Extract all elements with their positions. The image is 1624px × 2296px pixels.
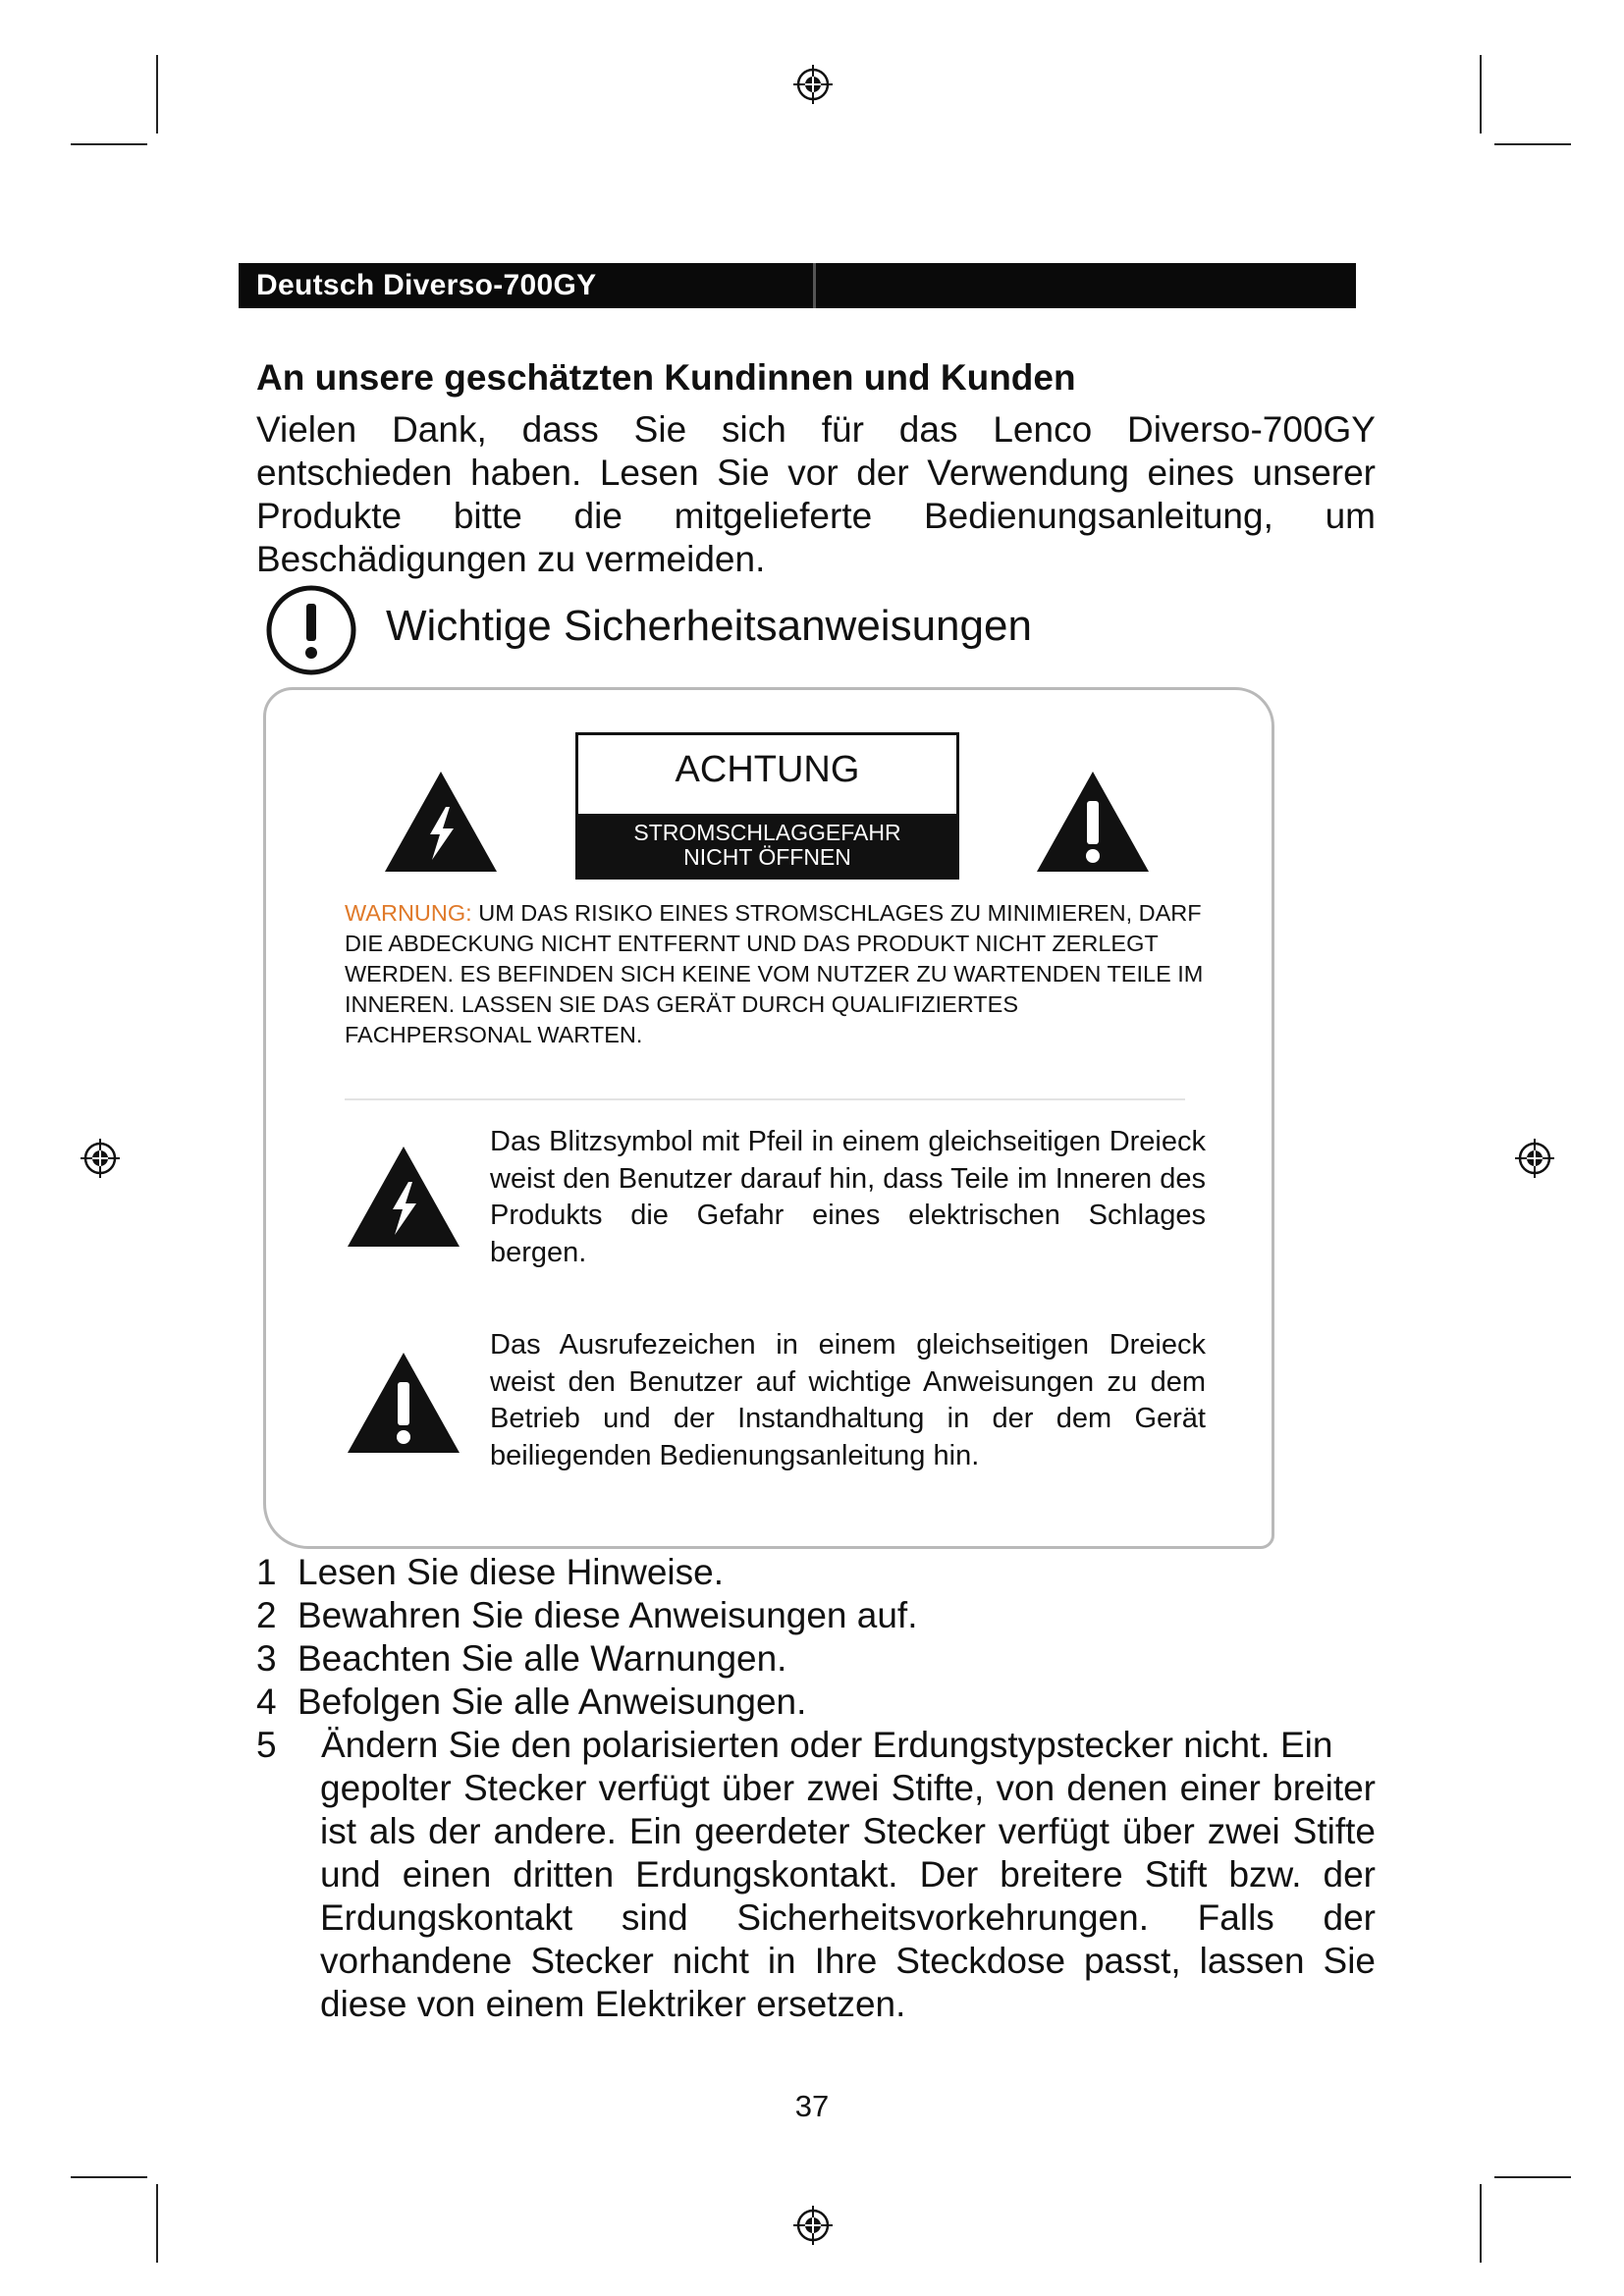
list-item [256, 1681, 1376, 1724]
list-item-number: 1 [256, 1552, 277, 1592]
crop-mark-top-right-horizontal [1494, 143, 1571, 145]
list-item [256, 1637, 1376, 1681]
caution-title: ACHTUNG [675, 749, 860, 790]
list-item [256, 1724, 1376, 2026]
crop-mark-bottom-left-vertical [156, 2184, 158, 2263]
warning-paragraph [345, 898, 1209, 1050]
crop-mark-top-left-vertical [156, 55, 158, 133]
caution-line-1: STROMSCHLAGGEFAHR [633, 820, 901, 845]
crop-mark-bottom-left-horizontal [71, 2176, 147, 2178]
list-item-text: Bewahren Sie diese Anweisungen auf. [298, 1595, 918, 1635]
exclamation-symbol-description: Das Ausrufezeichen in einem gleichseitigen Dreieck weist den Benutzer auf wichtige Anweisungen zu dem Betrieb und der Instandhaltung in der dem Gerät beiliegenden Bedienungsanleitung hin. [490, 1329, 1206, 1471]
list-item-number: 3 [256, 1638, 277, 1679]
separator-line [345, 1098, 1185, 1100]
warning-prefix: WARNUNG: [345, 900, 472, 926]
safety-heading: Wichtige Sicherheitsanweisungen [386, 602, 1032, 650]
warning-text: UM DAS RISIKO EINES STROMSCHLAGES ZU MINIMIEREN, DARF DIE ABDECKUNG NICHT ENTFERNT UND DAS PRODUKT NICHT ZERLEGT WERDEN. ES BEFINDEN SICH KEINE VOM NUTZER ZU WARTENDEN TEILE IM INNEREN. LASSEN SIE DAS GERÄT DURCH QUALIFIZIERTES FACHPERSONAL WARTEN. [345, 900, 1204, 1047]
list-item-text: Lesen Sie diese Hinweise. [298, 1552, 724, 1592]
list-item-number: 2 [256, 1595, 277, 1635]
list-item-text: Befolgen Sie alle Anweisungen. [298, 1682, 807, 1722]
list-item [256, 1594, 1376, 1637]
lightning-triangle-icon [381, 768, 501, 876]
crop-mark-top-right-vertical [1480, 55, 1482, 133]
lightning-triangle-icon [344, 1143, 463, 1251]
greeting-title: An unsere geschätzten Kundinnen und Kunden [256, 357, 1076, 398]
registration-mark-icon [791, 2204, 835, 2247]
exclamation-triangle-icon [1033, 768, 1153, 876]
intro-paragraph: Vielen Dank, dass Sie sich für das Lenco Diverso-700GY entschieden haben. Lesen Sie vor der Verwendung eines unserer Produkte bitte die mitgelieferte Bedienungsanleitung, um Beschädigungen zu vermeiden. [256, 409, 1376, 579]
list-item-number: 4 [256, 1682, 277, 1722]
exclamation-triangle-icon [344, 1349, 463, 1457]
crop-mark-top-left-horizontal [71, 143, 147, 145]
caution-line-2: NICHT ÖFFNEN [683, 844, 851, 870]
list-item-number: 5 [256, 1725, 277, 1765]
caution-subtitle [578, 814, 956, 877]
exclamation-circle-icon [265, 584, 357, 676]
list-item [256, 1551, 1376, 1594]
registration-mark-icon [79, 1137, 122, 1180]
header-title: Deutsch Diverso-700GY [256, 269, 597, 301]
header-bar [239, 263, 1356, 308]
list-item-text: Ändern Sie den polarisierten oder Erdungstypstecker nicht. Ein [321, 1725, 1333, 1765]
list-item-text: Beachten Sie alle Warnungen. [298, 1638, 787, 1679]
registration-mark-icon [1513, 1137, 1556, 1180]
caution-label-box [575, 732, 959, 880]
page-number: 37 [794, 2089, 830, 2123]
crop-mark-bottom-right-vertical [1480, 2184, 1482, 2263]
header-divider [813, 263, 816, 308]
lightning-symbol-description: Das Blitzsymbol mit Pfeil in einem gleichseitigen Dreieck weist den Benutzer darauf hin, dass Teile im Inneren des Produkts die Gefahr eines elektrischen Schlages bergen. [490, 1126, 1206, 1268]
registration-mark-icon [791, 63, 835, 106]
list-item-continuation: gepolter Stecker verfügt über zwei Stifte, von denen einer breiter ist als der andere. Ein geerdeter Stecker verfügt über zwei Stifte und einen dritten Erdungskontakt. Der breitere Stift bzw. der Erdungskontakt sind Sicherheitsvorkehrungen. Falls der vorhandene Stecker nicht in Ihre Steckdose passt, lassen Sie diese von einem Elektriker ersetzen. [320, 1768, 1376, 2024]
instruction-list [256, 1551, 1376, 2026]
crop-mark-bottom-right-horizontal [1494, 2176, 1571, 2178]
